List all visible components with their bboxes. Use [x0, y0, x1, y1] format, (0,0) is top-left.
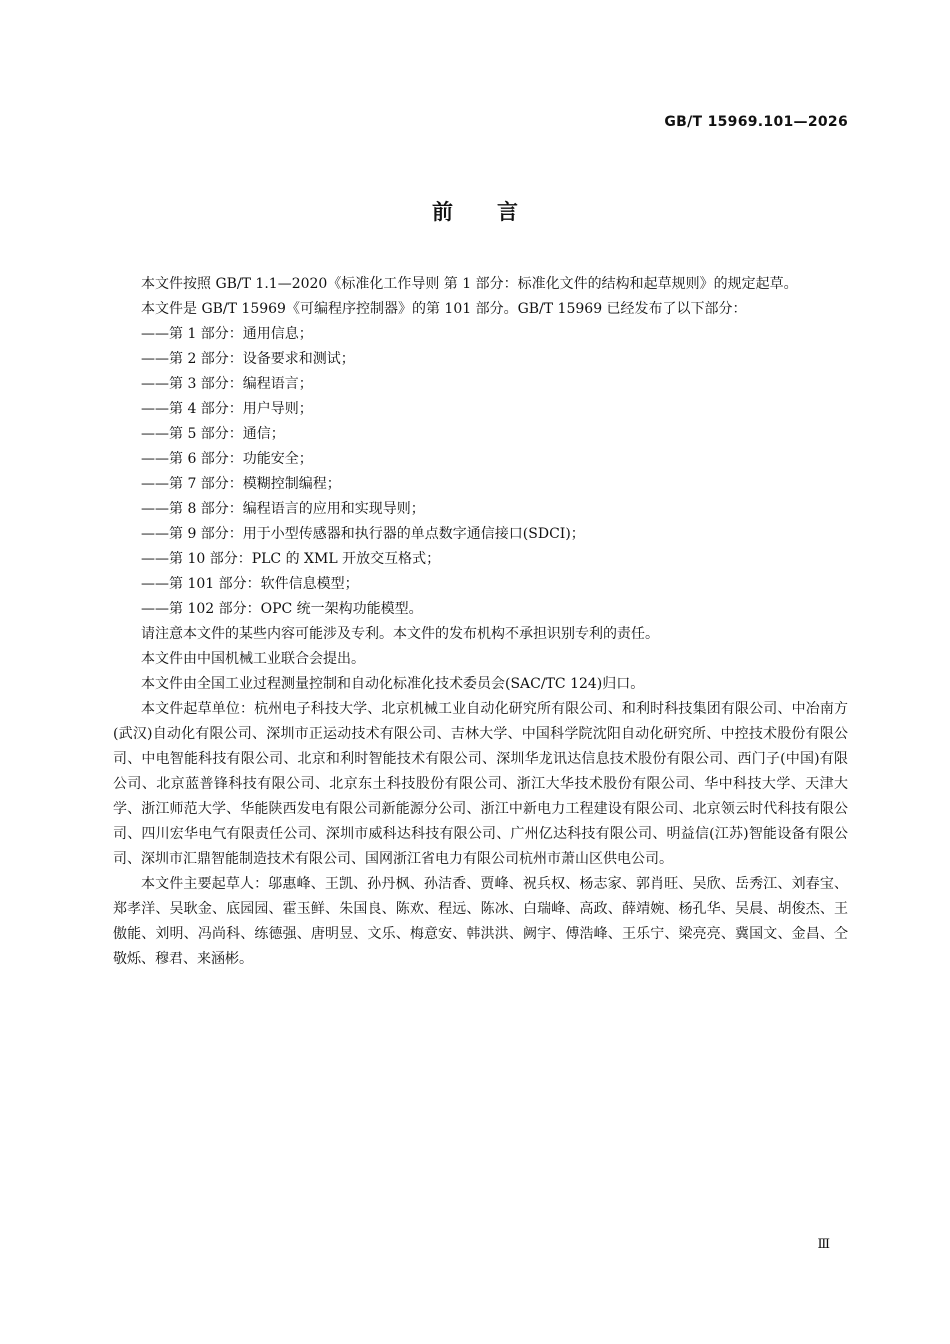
- paragraph-proposer: 本文件由中国机械工业联合会提出。: [141, 651, 365, 667]
- list-item: ——第 8 部分：编程语言的应用和实现导则；: [141, 501, 425, 517]
- page-title: 前言: [432, 200, 562, 224]
- list-item: ——第 101 部分：软件信息模型；: [141, 576, 359, 592]
- list-item: ——第 9 部分：用于小型传感器和执行器的单点数字通信接口(SDCI)；: [141, 526, 585, 542]
- paragraph-part-intro: 本文件是 GB/T 15969《可编程序控制器》的第 101 部分。GB/T 15969 已经发布了以下部分：: [141, 301, 747, 317]
- list-item: ——第 102 部分：OPC 统一架构功能模型。: [141, 601, 423, 617]
- foreword-body: [113, 272, 848, 972]
- list-item: ——第 2 部分：设备要求和测试；: [141, 351, 355, 367]
- paragraph-patent-notice: 请注意本文件的某些内容可能涉及专利。本文件的发布机构不承担识别专利的责任。: [141, 626, 659, 642]
- standard-code: GB/T 15969.101—2026: [664, 114, 848, 130]
- list-item: ——第 10 部分：PLC 的 XML 开放交互格式；: [141, 551, 441, 567]
- paragraph-drafting-units: 本文件起草单位：杭州电子科技大学、北京机械工业自动化研究所有限公司、和利时科技集团有限公司、中冶南方(武汉)自动化有限公司、深圳市正运动技术有限公司、吉林大学、中国科学院沈阳自动化研究所、中控技术股份有限公司、中电智能科技有限公司、北京和利时智能技术有限公司、深圳华龙讯达信息技术股份有限公司、西门子(中国)有限公司、北京蓝普锋科技有限公司、北京东土科技股份有限公司、浙江大华技术股份有限公司、华中科技大学、天津大学、浙江师范大学、华能陕西发电有限公司新能源分公司、浙江中新电力工程建设有限公司、北京领云时代科技有限公司、四川宏华电气有限责任公司、深圳市威科达科技有限公司、广州亿达科技有限公司、明益信(江苏)智能设备有限公司、深圳市汇鼎智能制造技术有限公司、国网浙江省电力有限公司杭州市萧山区供电公司。: [113, 701, 848, 867]
- paragraph-drafters: 本文件主要起草人：邬惠峰、王凯、孙丹枫、孙洁香、贾峰、祝兵权、杨志家、郭肖旺、吴欣、岳秀江、刘春宝、郑孝洋、吴耿金、底园园、霍玉鲜、朱国良、陈欢、程远、陈冰、白瑞峰、高政、薛靖婉、杨孔华、吴晨、胡俊杰、王傲能、刘明、冯尚科、练德强、唐明昱、文乐、梅意安、韩洪洪、阙宇、傅浩峰、王乐宁、梁亮亮、冀国文、金昌、仝敬烁、穆君、来涵彬。: [113, 876, 848, 967]
- list-item: ——第 1 部分：通用信息；: [141, 326, 313, 342]
- list-item: ——第 6 部分：功能安全；: [141, 451, 313, 467]
- paragraph-drafting-rules: 本文件按照 GB/T 1.1—2020《标准化工作导则 第 1 部分：标准化文件的结构和起草规则》的规定起草。: [141, 276, 798, 292]
- list-item: ——第 4 部分：用户导则；: [141, 401, 313, 417]
- parts-list: [113, 322, 848, 622]
- page-number: Ⅲ: [817, 1237, 830, 1252]
- paragraph-committee: 本文件由全国工业过程测量控制和自动化标准化技术委员会(SAC/TC 124)归口。: [141, 676, 645, 692]
- list-item: ——第 3 部分：编程语言；: [141, 376, 313, 392]
- list-item: ——第 7 部分：模糊控制编程；: [141, 476, 341, 492]
- list-item: ——第 5 部分：通信；: [141, 426, 285, 442]
